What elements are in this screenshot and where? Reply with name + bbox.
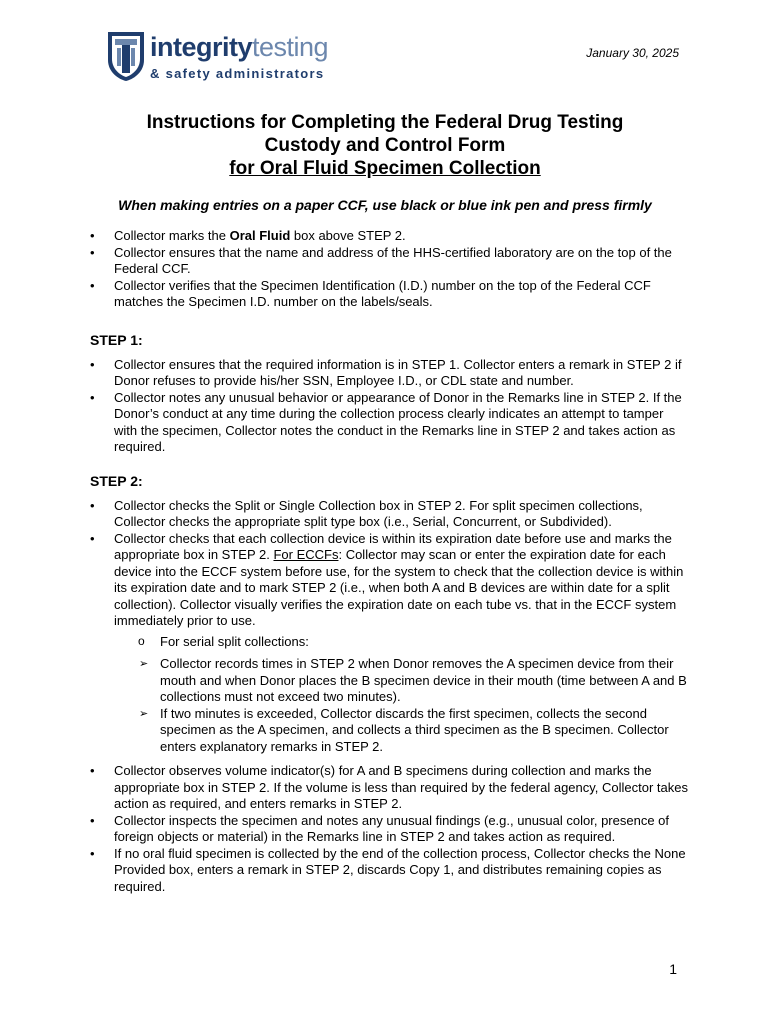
serial-sublist (114, 634, 690, 756)
title-line-3: for Oral Fluid Specimen Collection (229, 158, 541, 179)
list-item (114, 634, 690, 756)
intro-item1-pre: Collector marks the (114, 228, 230, 243)
list-item: • Collector ensures that the name and address of the HHS-certified laboratory are on the top of the Federal CCF. (90, 245, 690, 278)
list-item: • Collector notes any unusual behavior or appearance of Donor in the Remarks line in STEP 2. If the Donor’s conduct at any time during the collection process clearly indicates an attempt to tamper with the specimen, Collector notes the conduct in the Remarks line in STEP 2 and takes action as required. (90, 390, 690, 456)
list-item (90, 531, 690, 756)
list-item: • Collector checks the Split or Single Collection box in STEP 2. For split specimen collections, Collector checks the appropriate split type box (i.e., Serial, Concurrent, or Subdivided). (90, 498, 690, 531)
serial-label: For serial split collections: (160, 633, 309, 649)
step2-list (90, 498, 690, 756)
logo-main-text: integrity (150, 32, 253, 62)
logo-light-text: testing (252, 32, 329, 62)
document-body (90, 228, 690, 895)
step2-item2-pre: Collector checks that each collection device is within its expiration date before use and marks the appropriate box in STEP 2. (114, 530, 672, 562)
logo-wordmark (150, 32, 328, 62)
step2-item2-post: : Collector may scan or enter the expiration date for each device into the ECCF system before use, for the system to check that the collection device is within its expiration date and to mark STEP 2 (i.e., when both A and B devices are within date for a split collection). Collector visually verifies the expiration date on each tube vs. that in the ECCF system immediately prior to use. (114, 547, 684, 628)
list-item (90, 228, 690, 245)
list-item: • Collector verifies that the Specimen Identification (I.D.) number on the top of the Federal CCF matches the Specimen I.D. number on the labels/seals. (90, 278, 690, 311)
company-logo (106, 30, 329, 86)
eccf-label: For ECCFs (273, 547, 339, 562)
list-item: • If no oral fluid specimen is collected by the end of the collection process, Collector checks the None Provided box, enters a remark in STEP 2, discards Copy 1, and distributes remaining copies as required. (90, 846, 690, 896)
list-item: ➢ If two minutes is exceeded, Collector discards the first specimen, collects the second specimen as the A specimen, and collects a third specimen as the B specimen. Collector enters explanatory remarks in STEP 2. (138, 706, 690, 756)
document-title (0, 111, 770, 180)
document-date: January 30, 2025 (586, 46, 679, 60)
step1-list (90, 357, 690, 456)
step1-heading: STEP 1: (90, 331, 143, 348)
list-item: • Collector inspects the specimen and notes any unusual findings (e.g., unusual color, presence of foreign objects or material) in the Remarks line in STEP 2 and takes action as required. (90, 813, 690, 846)
shield-logo-icon (106, 30, 146, 82)
intro-item1-post: box above STEP 2. (290, 228, 406, 243)
step2-list-continued (90, 763, 690, 895)
list-item: • Collector observes volume indicator(s) for A and B specimens during collection and marks the appropriate box in STEP 2. If the volume is less than required by the federal agency, Collector takes action as required, and enters remarks in STEP 2. (90, 763, 690, 813)
page-number: 1 (669, 961, 677, 977)
serial-arrow-list (138, 656, 690, 755)
step2-heading: STEP 2: (90, 472, 143, 489)
intro-item1-bold: Oral Fluid (229, 228, 291, 243)
document-subtitle: When making entries on a paper CCF, use black or blue ink pen and press firmly (118, 197, 652, 213)
intro-list (90, 228, 690, 311)
list-item: • Collector ensures that the required information is in STEP 1. Collector enters a remark in STEP 2 if Donor refuses to provide his/her SSN, Employee I.D., or CDL state and number. (90, 357, 690, 390)
title-line-1: Instructions for Completing the Federal Drug Testing (146, 112, 624, 133)
logo-subtitle: & safety administrators (150, 66, 325, 81)
title-line-2: Custody and Control Form (264, 135, 506, 156)
list-item: ➢ Collector records times in STEP 2 when Donor removes the A specimen device from their mouth and when Donor places the B specimen device in their mouth (time between A and B collections must not exceed two minutes). (138, 656, 690, 706)
